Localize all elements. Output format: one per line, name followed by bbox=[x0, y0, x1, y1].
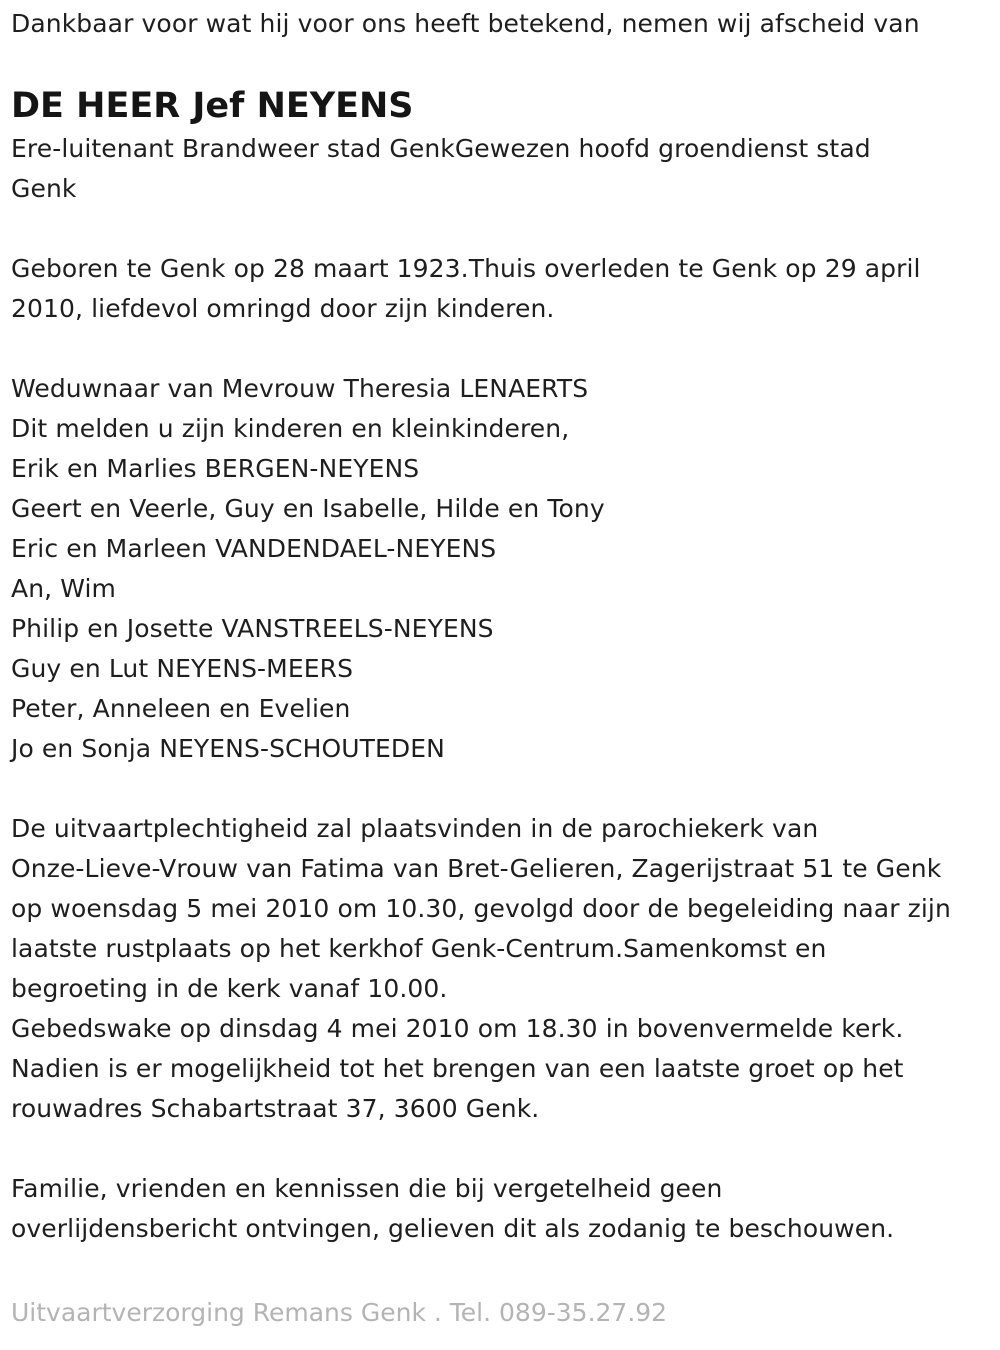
subtitle-block bbox=[11, 129, 991, 209]
family-line: Peter, Anneleen en Evelien bbox=[11, 694, 351, 723]
notice-block bbox=[11, 1169, 991, 1249]
family-line: Eric en Marleen VANDENDAEL-NEYENS bbox=[11, 534, 497, 563]
spacer bbox=[11, 209, 991, 249]
family-line: Geert en Veerle, Guy en Isabelle, Hilde en Tony bbox=[11, 494, 605, 523]
family-line: Weduwnaar van Mevrouw Theresia LENAERTS bbox=[11, 374, 589, 403]
spacer bbox=[11, 329, 991, 369]
family-line: Dit melden u zijn kinderen en kleinkinderen, bbox=[11, 414, 570, 443]
deceased-name: DE HEER Jef NEYENS bbox=[11, 86, 414, 126]
notice-line: overlijdensbericht ontvingen, gelieven dit als zodanig te beschouwen. bbox=[11, 1214, 895, 1243]
birth-death-block bbox=[11, 249, 991, 329]
ceremony-line: De uitvaartplechtigheid zal plaatsvinden in de parochiekerk van bbox=[11, 814, 819, 843]
birth-death-line: Geboren te Genk op 28 maart 1923.Thuis overleden te Genk op 29 april bbox=[11, 254, 921, 283]
spacer bbox=[11, 769, 991, 809]
funeral-home-footer: Uitvaartverzorging Remans Genk . Tel. 089-35.27.92 bbox=[11, 1298, 668, 1327]
family-line: Jo en Sonja NEYENS-SCHOUTEDEN bbox=[11, 734, 445, 763]
ceremony-line: rouwadres Schabartstraat 37, 3600 Genk. bbox=[11, 1094, 540, 1123]
ceremony-line: laatste rustplaats op het kerkhof Genk-Centrum.Samenkomst en bbox=[11, 934, 827, 963]
ceremony-line: Nadien is er mogelijkheid tot het brengen van een laatste groet op het bbox=[11, 1054, 904, 1083]
ceremony-line: begroeting in de kerk vanaf 10.00. bbox=[11, 974, 448, 1003]
notice-line: Familie, vrienden en kennissen die bij vergetelheid geen bbox=[11, 1174, 723, 1203]
obituary-notice bbox=[11, 4, 991, 1249]
family-line: Guy en Lut NEYENS-MEERS bbox=[11, 654, 354, 683]
ceremony-line: Gebedswake op dinsdag 4 mei 2010 om 18.30 in bovenvermelde kerk. bbox=[11, 1014, 904, 1043]
family-line: An, Wim bbox=[11, 574, 117, 603]
birth-death-line: 2010, liefdevol omringd door zijn kinderen. bbox=[11, 294, 555, 323]
subtitle-line: Ere-luitenant Brandweer stad GenkGewezen hoofd groendienst stad bbox=[11, 134, 871, 163]
spacer bbox=[11, 1129, 991, 1169]
intro-text: Dankbaar voor wat hij voor ons heeft betekend, nemen wij afscheid van bbox=[11, 9, 920, 38]
subtitle-line: Genk bbox=[11, 174, 77, 203]
family-block bbox=[11, 369, 991, 769]
family-line: Erik en Marlies BERGEN-NEYENS bbox=[11, 454, 420, 483]
ceremony-block bbox=[11, 809, 991, 1129]
ceremony-line: op woensdag 5 mei 2010 om 10.30, gevolgd door de begeleiding naar zijn bbox=[11, 894, 951, 923]
ceremony-line: Onze-Lieve-Vrouw van Fatima van Bret-Gelieren, Zagerijstraat 51 te Genk bbox=[11, 854, 942, 883]
family-line: Philip en Josette VANSTREELS-NEYENS bbox=[11, 614, 494, 643]
